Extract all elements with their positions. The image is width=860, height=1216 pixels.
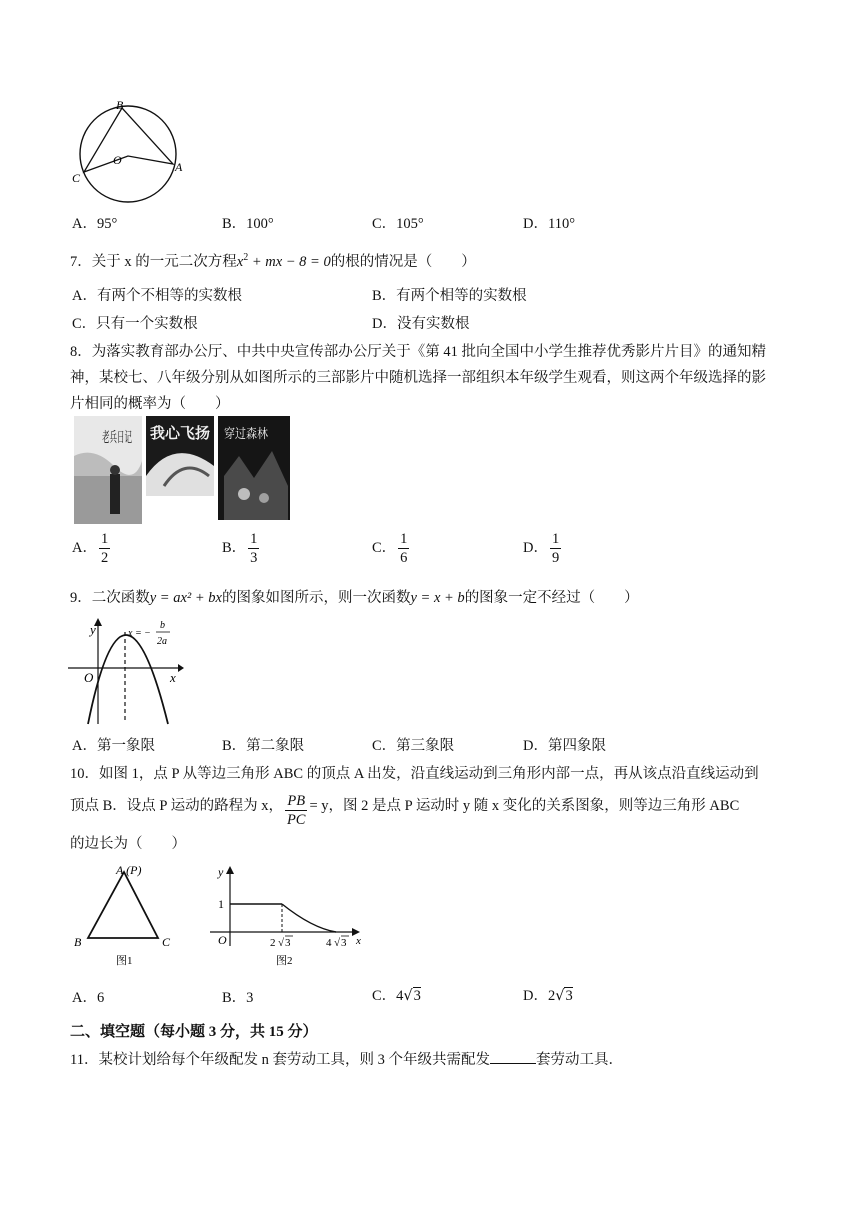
poster-2 — [146, 416, 214, 496]
movie-posters — [74, 416, 294, 524]
q10-option-d[interactable]: D．2√3 — [523, 988, 573, 1004]
graph-x-tick-coef-2: 4 — [326, 937, 332, 949]
q10-option-b[interactable]: B．3 — [222, 990, 254, 1006]
q10-question-line2: 顶点 B．设点 P 运动的路程为 x， $\frac{PB}{PC}$ = y，图 2 是点 P 运动时 y 随 x 变化的关系图象，则等边三角形 ABC — [70, 793, 740, 828]
graph-origin-label: O — [218, 933, 227, 947]
q7-option-d[interactable]: D．没有实数根 — [372, 316, 470, 332]
svg-text:我心飞扬: 我心飞扬 — [150, 426, 211, 442]
q7-option-a[interactable]: A．有两个不相等的实数根 — [72, 288, 242, 304]
axis-equation-denominator: 2a — [157, 636, 167, 647]
q11-question: 11．某校计划给每个年级配发 n 套劳动工具，则 3 个年级共需配发 套劳动工具． — [70, 1048, 623, 1069]
q8-option-c[interactable]: C． $\frac{1}{6}$ — [372, 531, 408, 566]
graph-x-tick-coef-1: 2 — [270, 937, 276, 949]
axis-equation-label: x = − — [128, 628, 151, 639]
svg-text:√: √ — [278, 937, 285, 949]
parabola-graph — [66, 614, 186, 726]
function-graph — [204, 862, 368, 968]
q7-option-b[interactable]: B．有两个相等的实数根 — [372, 288, 527, 304]
point-b-label: B — [116, 98, 124, 112]
point-a-label: A — [175, 160, 183, 174]
q8-option-b[interactable]: B． $\frac{1}{3}$ — [222, 531, 258, 566]
axis-equation-numerator: b — [160, 620, 165, 631]
q9-option-d[interactable]: D．第四象限 — [523, 738, 606, 754]
q7-question: 7．关于 x 的一元二次方程$x^2$ + mx − 8 = 0的根的情况是（ ） — [70, 252, 476, 270]
triangle-figure — [66, 862, 186, 968]
q10-option-a[interactable]: A．6 — [72, 990, 105, 1006]
q7-option-c[interactable]: C．只有一个实数根 — [72, 316, 198, 332]
circle-figure — [66, 96, 196, 206]
q8-question-line3: 片相同的概率为（ ） — [70, 396, 230, 412]
q8-question-line2: 神，某校七、八年级分别从如图所示的三部影片中随机选择一部组织本年级学生观看，则这两个年级选择的影 — [70, 370, 766, 386]
graph-x-label: x — [356, 935, 361, 947]
y-axis-label: y — [90, 622, 96, 637]
poster-1 — [74, 416, 158, 524]
vertex-c-label: C — [162, 935, 171, 949]
q6-option-c[interactable]: C．105° — [372, 216, 424, 232]
svg-text:老兵日记: 老兵日记 — [102, 431, 158, 446]
q9-question: 9．二次函数y = ax² + bx的图象如图所示，则一次函数y = x + b的图象一定不经过（ ） — [70, 590, 639, 606]
vertex-a-label: A (P) — [116, 863, 142, 877]
figure-2-caption: 图2 — [276, 955, 293, 967]
q10-question-line1: 10．如图 1，点 P 从等边三角形 ABC 的顶点 A 出发，沿直线运动到三角形内部一点，再从该点沿直线运动到 — [70, 766, 759, 782]
q10-option-c[interactable]: C．4√3 — [372, 988, 421, 1004]
q9-option-a[interactable]: A．第一象限 — [72, 738, 155, 754]
graph-x-tick-rad-2: 3 — [341, 937, 347, 949]
point-o-label: O — [113, 153, 122, 167]
graph-x-tick-rad-1: 3 — [285, 937, 291, 949]
q6-option-b[interactable]: B．100° — [222, 216, 274, 232]
figure-1-caption: 图1 — [116, 955, 133, 967]
section-2-heading: 二、填空题（每小题 3 分，共 15 分） — [70, 1024, 318, 1040]
q10-question-line3: 的边长为（ ） — [70, 836, 186, 852]
x-axis-label: x — [170, 670, 176, 685]
origin-label: O — [84, 670, 94, 685]
q6-option-a[interactable]: A．95° — [72, 216, 118, 232]
q8-option-d[interactable]: D． $\frac{1}{9}$ — [523, 531, 560, 566]
q8-option-a[interactable]: A． $\frac{1}{2}$ — [72, 531, 109, 566]
q11-answer-blank[interactable] — [490, 1049, 536, 1064]
poster-3 — [218, 416, 290, 520]
q8-question-line1: 8．为落实教育部办公厅、中共中央宣传部办公厅关于《第 41 批向全国中小学生推荐优秀影片片目》的通知精 — [70, 344, 766, 360]
point-c-label: C — [72, 171, 81, 185]
graph-y-tick-1: 1 — [218, 897, 224, 911]
svg-text:穿过森林: 穿过森林 — [224, 426, 268, 441]
vertex-b-label: B — [74, 935, 82, 949]
svg-text:√: √ — [334, 937, 341, 949]
q9-option-b[interactable]: B．第二象限 — [222, 738, 305, 754]
q6-option-d[interactable]: D．110° — [523, 216, 575, 232]
q9-option-c[interactable]: C．第三象限 — [372, 738, 455, 754]
graph-y-label: y — [218, 865, 224, 879]
